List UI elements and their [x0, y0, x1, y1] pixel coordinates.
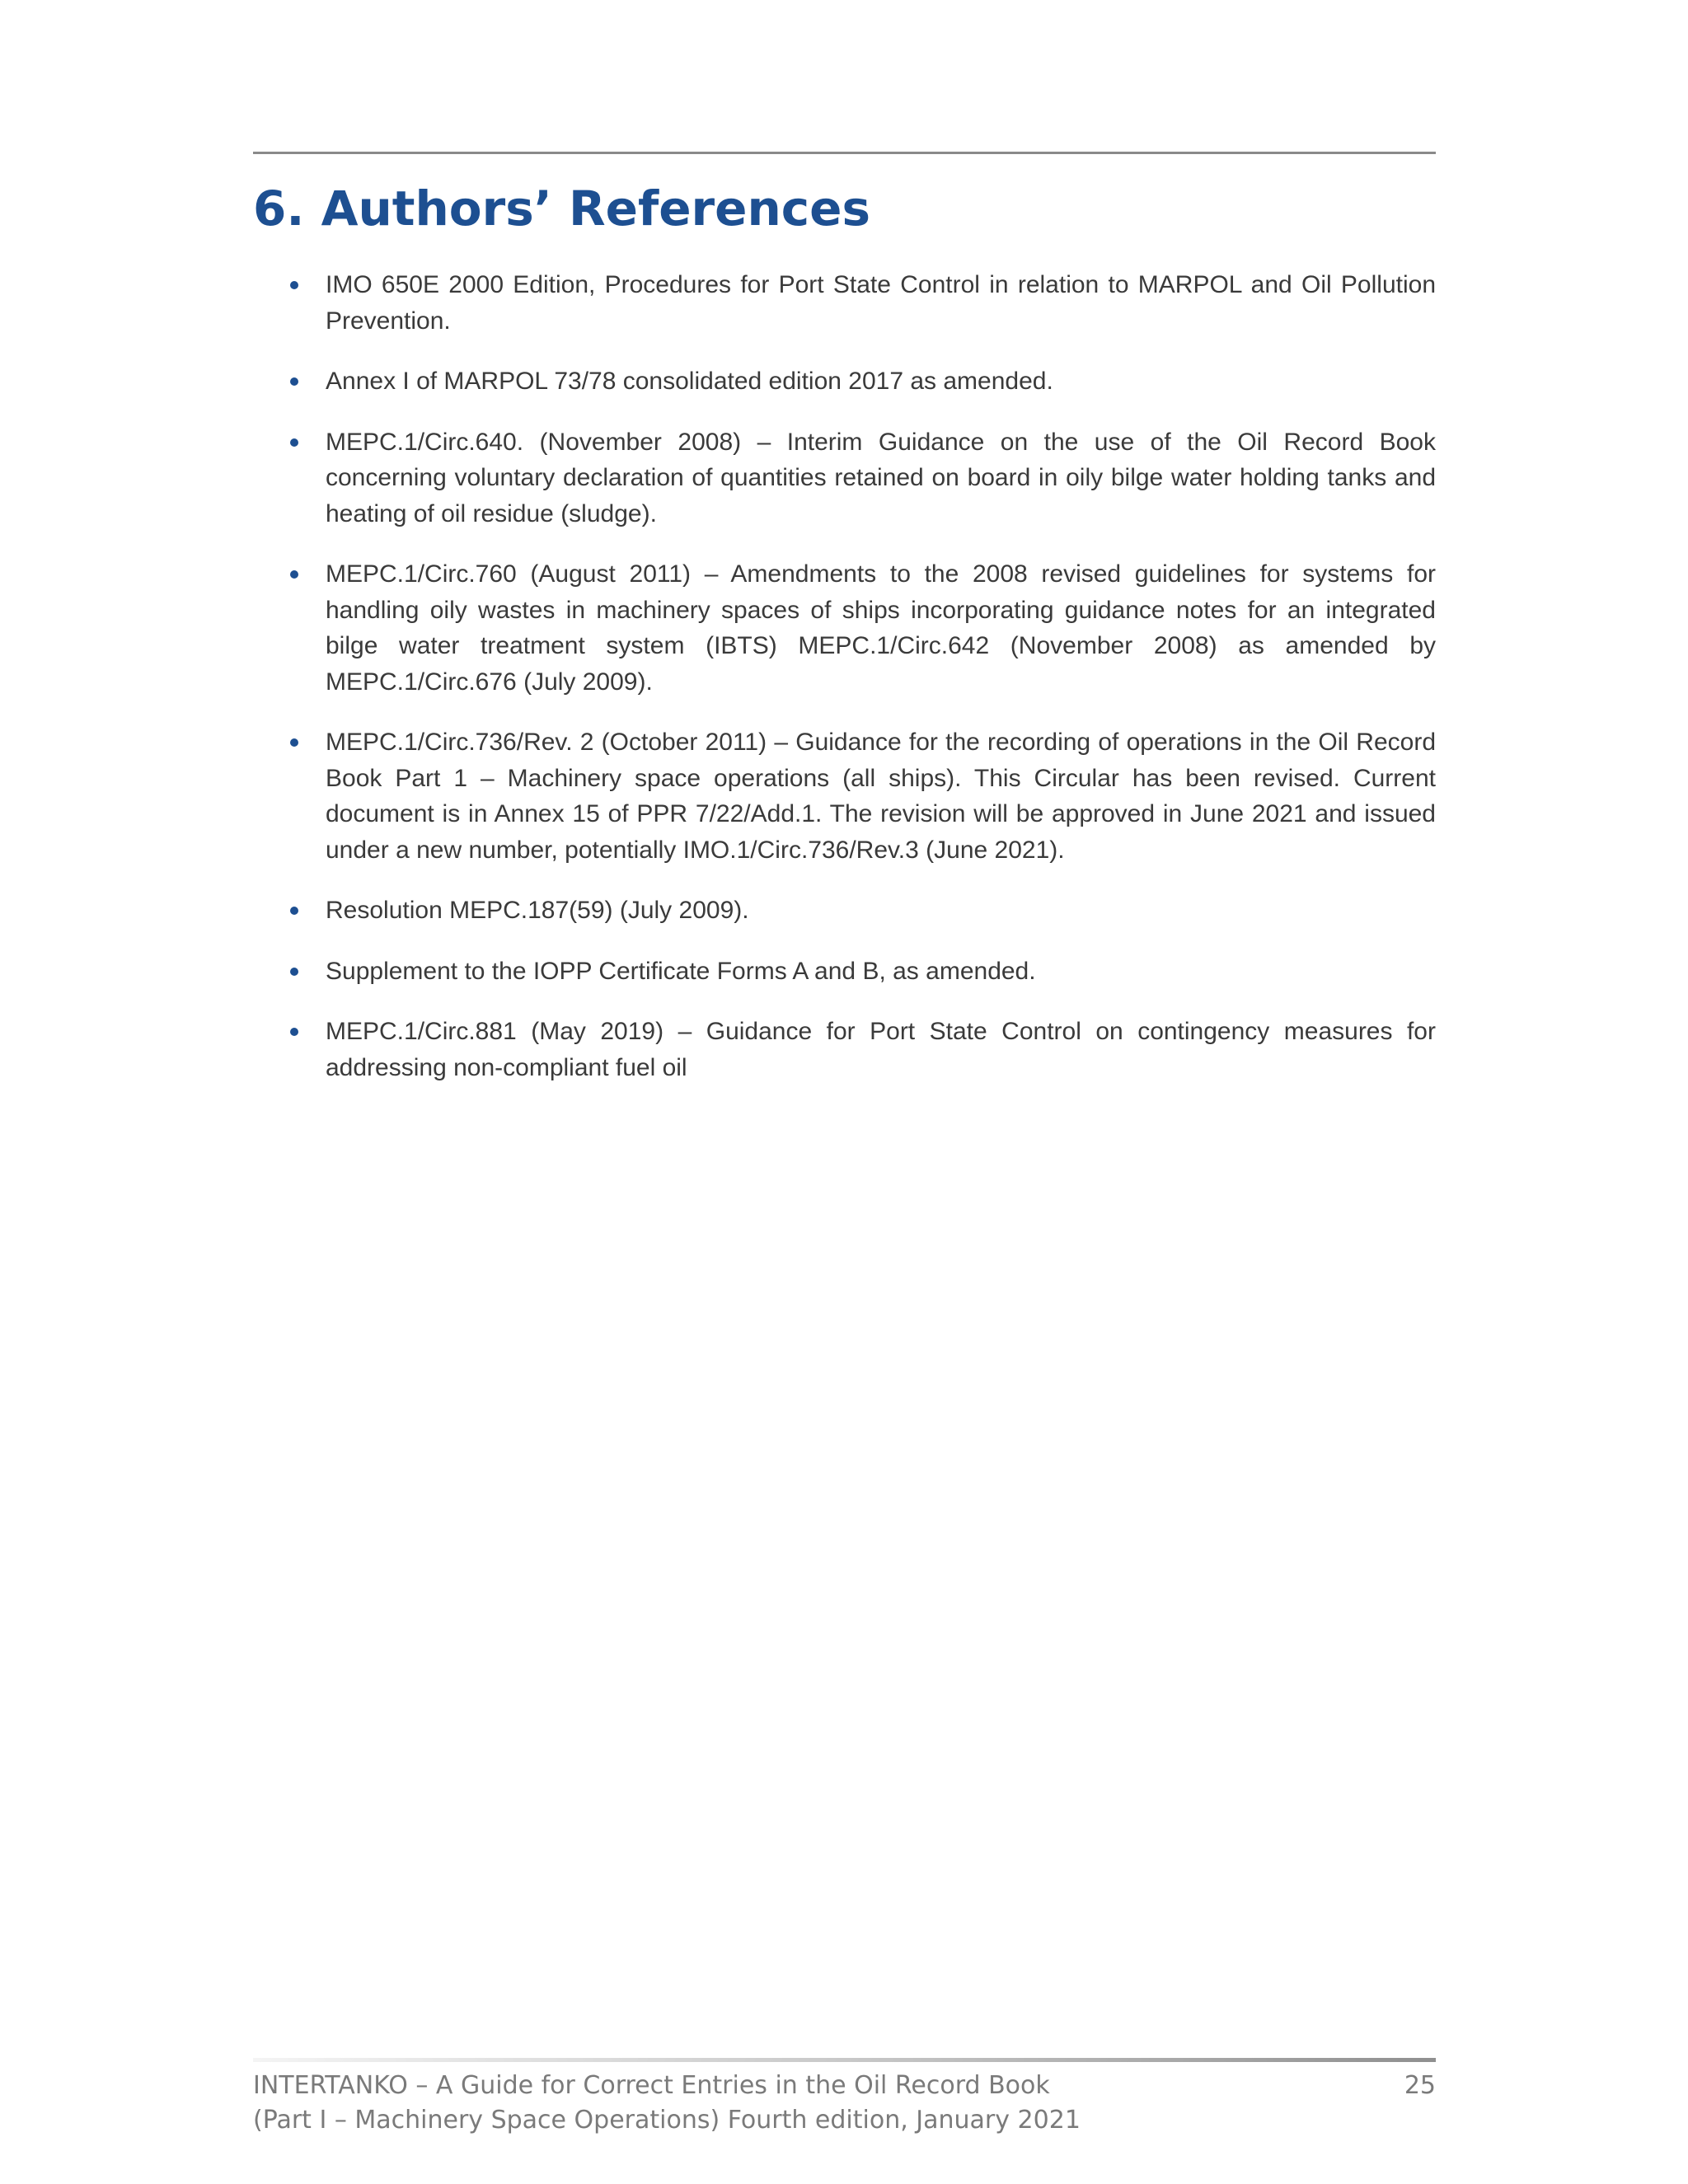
- reference-item: [253, 954, 1436, 990]
- bullet-icon: [290, 570, 298, 579]
- reference-item: [253, 724, 1436, 868]
- reference-text: IMO 650E 2000 Edition, Procedures for Port State Control in relation to MARPOL and Oil Pollution Prevention.: [326, 271, 1436, 335]
- bullet-icon: [290, 1028, 298, 1036]
- reference-text: MEPC.1/Circ.881 (May 2019) – Guidance for Port State Control on contingency measures for addressing non-compliant fuel oil: [326, 1018, 1436, 1081]
- bullet-icon: [290, 377, 298, 386]
- reference-item: [253, 267, 1436, 339]
- reference-text: MEPC.1/Circ.736/Rev. 2 (October 2011) – Guidance for the recording of operations in the Oil Record Book Part 1 – Machinery space operations (all ships). This Circular has been revised. Current document is in Annex 15 of PPR 7/22/Add.1. The revision will be approved in June 2021 and issued under a new number, potentially IMO.1/Circ.736/Rev.3 (June 2021).: [326, 729, 1436, 864]
- reference-text: Annex I of MARPOL 73/78 consolidated edition 2017 as amended.: [326, 368, 1053, 395]
- bullet-icon: [290, 438, 298, 447]
- bullet-icon: [290, 281, 298, 289]
- references-list: [253, 267, 1436, 1110]
- reference-item: [253, 1014, 1436, 1085]
- bullet-icon: [290, 907, 298, 915]
- footer-line-2: (Part I – Machinery Space Operations) Fourth edition, January 2021: [253, 2106, 1081, 2135]
- reference-item: [253, 893, 1436, 929]
- reference-text: Resolution MEPC.187(59) (July 2009).: [326, 897, 749, 924]
- page-title: 6. Authors’ References: [253, 180, 871, 237]
- bullet-icon: [290, 968, 298, 976]
- footer-rule: [253, 2058, 1436, 2062]
- reference-text: MEPC.1/Circ.640. (November 2008) – Interim Guidance on the use of the Oil Record Book concerning voluntary declaration of quantities retained on board in oily bilge water holding tanks and heating of oil residue (sludge).: [326, 428, 1436, 527]
- header-rule: [253, 152, 1436, 154]
- reference-text: MEPC.1/Circ.760 (August 2011) – Amendments to the 2008 revised guidelines for systems for handling oily wastes in machinery spaces of ships incorporating guidance notes for an integrated bilge water treatment system (IBTS) MEPC.1/Circ.642 (November 2008) as amended by MEPC.1/Circ.676 (July 2009).: [326, 560, 1436, 696]
- footer-line-1: INTERTANKO – A Guide for Correct Entries in the Oil Record Book: [253, 2071, 1050, 2100]
- reference-text: Supplement to the IOPP Certificate Forms A and B, as amended.: [326, 957, 1036, 985]
- bullet-icon: [290, 738, 298, 747]
- reference-item: [253, 363, 1436, 400]
- page-number: 25: [1404, 2071, 1436, 2100]
- reference-item: [253, 424, 1436, 532]
- footer-publication-title: [253, 2069, 1325, 2138]
- reference-item: [253, 556, 1436, 700]
